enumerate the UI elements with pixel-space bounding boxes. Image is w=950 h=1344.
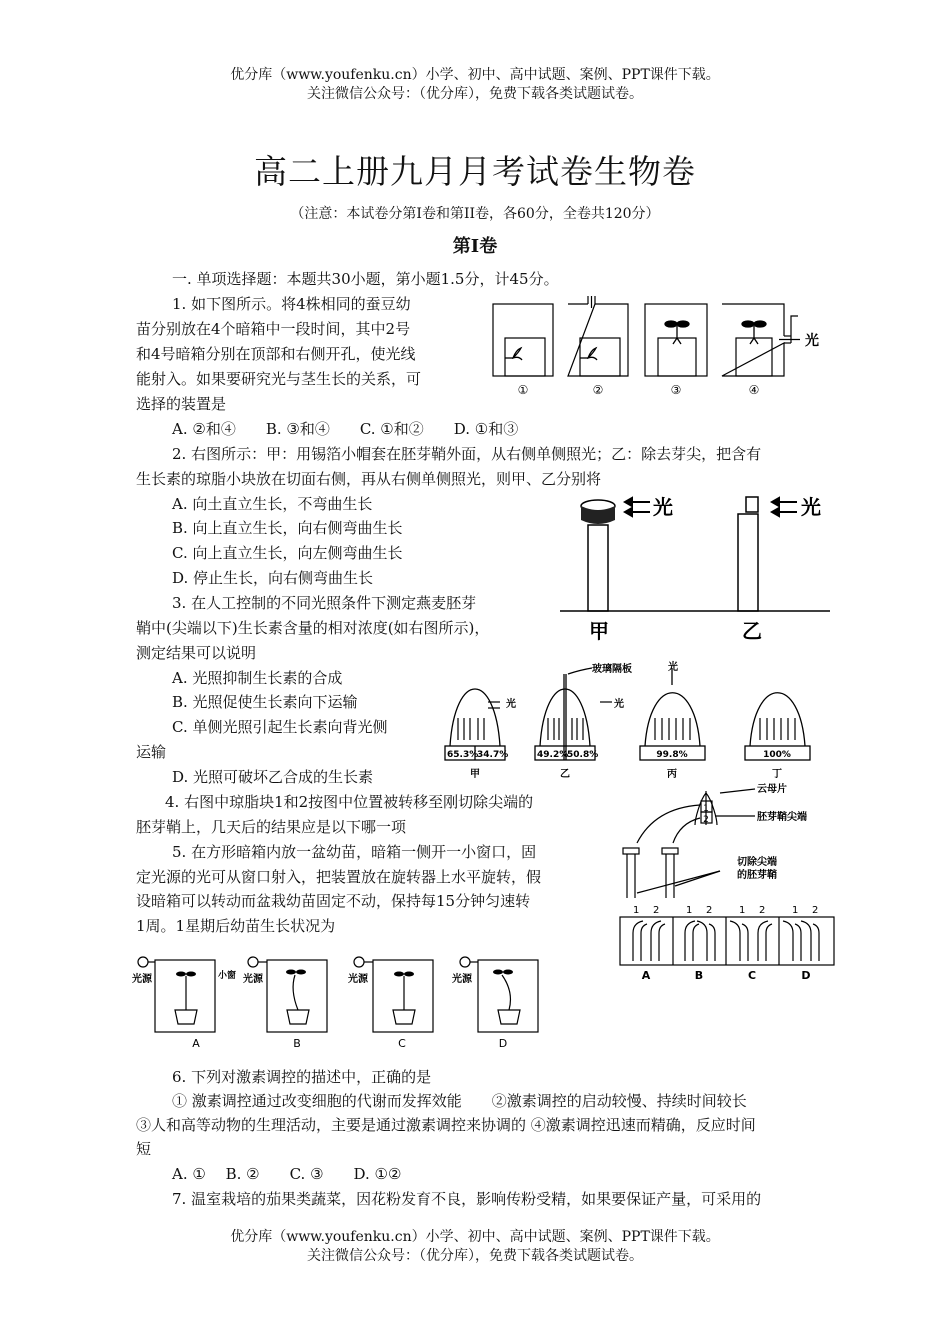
- q4-fig-mica: 云母片: [757, 784, 787, 795]
- q5-fig-source-c: 光源: [348, 974, 368, 985]
- q3-option-a: A. 光照抑制生长素的合成: [172, 669, 343, 687]
- q3-fig-yi-right: 50.8%: [567, 750, 599, 760]
- q5-fig-window: 小窗: [218, 971, 237, 981]
- q3-fig-jia-right: 34.7%: [477, 750, 509, 760]
- q4-line-1: 4. 右图中琼脂块1和2按图中位置被转移至刚切除尖端的: [165, 793, 534, 811]
- q2-label-yi: 乙: [742, 619, 762, 643]
- q3-option-c-2: 运输: [136, 743, 167, 761]
- q5-line-3: 设暗箱可以转动而盆栽幼苗固定不动，保持每15分钟匀速转: [136, 892, 531, 910]
- section-title: 第Ⅰ卷: [452, 236, 498, 257]
- q2-light-jia: 光: [653, 495, 673, 519]
- q2-figure: [555, 490, 835, 645]
- q3-option-c-1: C. 单侧光照引起生长素向背光侧: [172, 718, 388, 736]
- q4-fig-tip: 胚芽鞘尖端: [757, 812, 807, 823]
- q1-line-1: 1. 如下图所示。将4株相同的蚕豆幼: [172, 295, 411, 313]
- q1-line-4: 能射入。如果要研究光与茎生长的关系，可: [136, 370, 422, 388]
- q4-fig-c-1: 1: [739, 905, 746, 916]
- q2-line-1: 2. 右图所示：甲：用锡箔小帽套在胚芽鞘外面，从右侧单侧照光；乙：除去芽尖，把含有: [172, 445, 762, 463]
- q6-line-3: ③人和高等动物的生理活动，主要是通过激素调控来协调的 ④激素调控迅速而精确，反应时间: [136, 1116, 756, 1134]
- q5-fig-letter-b: B: [293, 1037, 301, 1050]
- q3-figure: [440, 660, 840, 785]
- q3-option-d: D. 光照可破坏乙合成的生长素: [172, 768, 374, 786]
- q1-fig-label-2: ②: [592, 383, 604, 397]
- q2-option-d: D. 停止生长，向右侧弯曲生长: [172, 569, 374, 587]
- q2-light-yi: 光: [801, 495, 821, 519]
- q4-fig-letter-d: D: [801, 969, 811, 982]
- q6-options: A. ① B. ② C. ③ D. ①②: [172, 1165, 402, 1183]
- exam-note: （注意：本试卷分第Ⅰ卷和第II卷，各60分，全卷共120分）: [290, 206, 660, 222]
- q3-fig-glass: 玻璃隔板: [592, 664, 632, 675]
- q4-fig-a-1: 1: [633, 905, 640, 916]
- q5-line-1: 5. 在方形暗箱内放一盆幼苗，暗箱一侧开一小窗口，固: [172, 843, 537, 861]
- q2-option-a: A. 向土直立生长，不弯曲生长: [172, 495, 373, 513]
- part1-heading: 一. 单项选择题：本题共30小题，第小题1.5分，计45分。: [172, 270, 559, 288]
- q5-fig-letter-c: C: [398, 1037, 406, 1050]
- q3-fig-name-yi: 乙: [560, 769, 570, 780]
- q3-fig-name-ding: 丁: [772, 769, 782, 780]
- q3-fig-light-jia: 光: [506, 699, 516, 710]
- q2-option-b: B. 向上直立生长，向右侧弯曲生长: [172, 519, 403, 537]
- q5-line-2: 定光源的光可从窗口射入，把装置放在旋转器上水平旋转，假: [136, 868, 542, 886]
- q5-figure: [130, 950, 550, 1055]
- q1-options: A. ②和④ B. ③和④ C. ①和② D. ①和③: [172, 420, 519, 438]
- q6-line-2: ① 激素调控通过改变细胞的代谢而发挥效能 ②激素调控的启动较慢、持续时间较长: [172, 1092, 747, 1110]
- footer-line-1: 优分库（www.youfenku.cn）小学、初中、高中试题、案例、PPT课件下载。: [230, 1229, 720, 1245]
- q4-fig-letter-a: A: [641, 969, 651, 982]
- q4-fig-a-2: 2: [653, 905, 660, 916]
- q4-fig-letter-c: C: [747, 969, 757, 982]
- q1-line-5: 选择的装置是: [136, 395, 227, 413]
- q4-fig-d-2: 2: [812, 905, 819, 916]
- q2-line-2: 生长素的琼脂小块放在切面右侧，再从右侧单侧照光，则甲、乙分别将: [136, 470, 602, 488]
- q1-fig-light: 光: [805, 333, 819, 349]
- q3-fig-light-yi: 光: [614, 699, 624, 710]
- q2-label-jia: 甲: [589, 619, 609, 643]
- q3-line-1: 3. 在人工控制的不同光照条件下测定燕麦胚芽: [172, 594, 477, 612]
- q3-fig-light-bing: 光: [668, 662, 678, 673]
- q3-fig-name-bing: 丙: [667, 769, 677, 780]
- q1-line-2: 苗分别放在4个暗箱中一段时间，其中2号: [136, 320, 411, 338]
- q6-line-1: 6. 下列对激素调控的描述中，正确的是: [172, 1068, 432, 1086]
- q3-fig-ding-value: 100%: [763, 750, 791, 760]
- header-line-1: 优分库（www.youfenku.cn）小学、初中、高中试题、案例、PPT课件下载。: [230, 67, 720, 83]
- q5-line-4: 1周。1星期后幼苗生长状况为: [136, 917, 336, 935]
- q7-line-1: 7. 温室栽培的茄果类蔬菜，因花粉发育不良，影响传粉受精，如果要保证产量，可采用的: [172, 1190, 762, 1208]
- q4-fig-block-2: 2: [703, 815, 709, 825]
- q5-fig-letter-d: D: [498, 1037, 508, 1050]
- q1-fig-label-3: ③: [670, 383, 682, 397]
- q5-fig-source-a: 光源: [132, 974, 152, 985]
- q3-fig-yi-left: 49.2%: [537, 750, 569, 760]
- q3-fig-jia-left: 65.3%: [447, 750, 479, 760]
- q4-fig-cut-2: 的胚芽鞘: [737, 870, 777, 881]
- q4-fig-cut-1: 切除尖端: [737, 857, 777, 868]
- q3-fig-name-jia: 甲: [470, 769, 480, 780]
- q5-fig-source-d: 光源: [452, 974, 472, 985]
- footer-line-2: 关注微信公众号：（优分库），免费下载各类试题试卷。: [307, 1248, 643, 1264]
- q4-fig-block-1: 1: [703, 804, 709, 814]
- q3-fig-bing-value: 99.8%: [656, 750, 688, 760]
- q3-option-b: B. 光照促使生长素向下运输: [172, 693, 358, 711]
- q4-figure: [615, 783, 840, 983]
- q4-fig-b-2: 2: [706, 905, 713, 916]
- q1-fig-label-4: ④: [748, 383, 760, 397]
- q4-fig-d-1: 1: [792, 905, 799, 916]
- q6-line-4: 短: [136, 1140, 152, 1158]
- q4-line-2: 胚芽鞘上，几天后的结果应是以下哪一项: [136, 818, 407, 836]
- q3-line-3: 测定结果可以说明: [136, 644, 257, 662]
- q1-figure: [488, 296, 833, 401]
- q1-line-3: 和4号暗箱分别在顶部和右侧开孔，使光线: [136, 345, 416, 363]
- q1-fig-label-1: ①: [517, 383, 529, 397]
- q3-line-2: 鞘中(尖端以下)生长素含量的相对浓度(如右图所示)，: [136, 619, 490, 637]
- q4-fig-b-1: 1: [686, 905, 693, 916]
- q4-fig-c-2: 2: [759, 905, 766, 916]
- q4-fig-letter-b: B: [694, 969, 704, 982]
- header-line-2: 关注微信公众号：（优分库），免费下载各类试题试卷。: [307, 86, 643, 102]
- page-title: 高二上册九月月考试卷生物卷: [254, 152, 696, 191]
- q2-option-c: C. 向上直立生长，向左侧弯曲生长: [172, 544, 403, 562]
- q5-fig-letter-a: A: [192, 1037, 200, 1050]
- q5-fig-source-b: 光源: [243, 974, 263, 985]
